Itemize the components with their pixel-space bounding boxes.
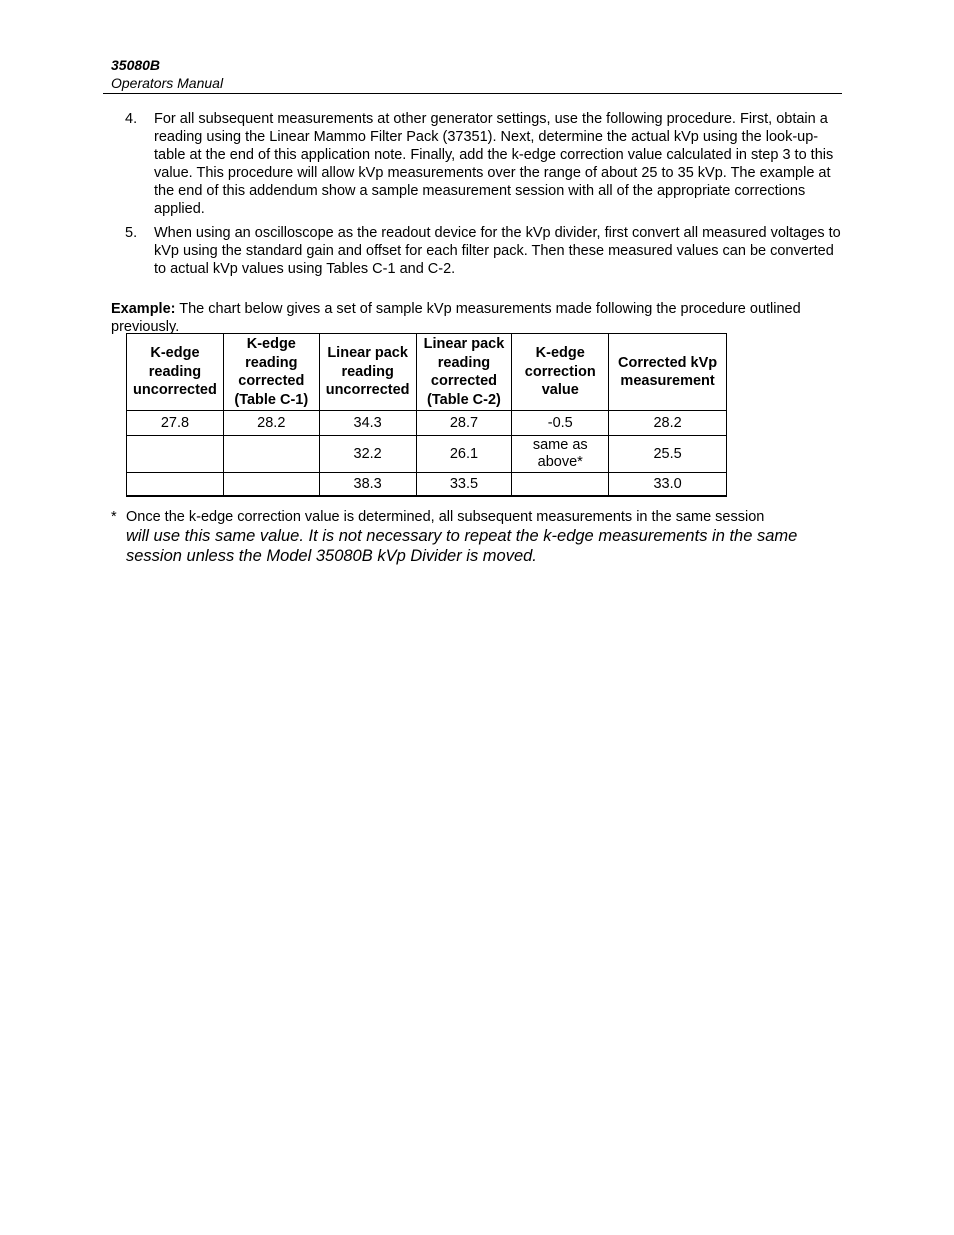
table-cell: 33.0: [609, 473, 727, 497]
footnote-continuation: will use this same value. It is not necessary to repeat the k-edge measurements in the same session unless the Model 35080B kVp Divider is moved.: [126, 527, 798, 565]
procedure-steps: [111, 110, 842, 284]
step-number: 5.: [125, 225, 138, 241]
table-cell: 28.2: [609, 411, 727, 436]
table-cell: [127, 473, 224, 497]
table-cell: [223, 473, 319, 497]
column-header: K-edge reading uncorrected: [127, 334, 224, 411]
footnote-asterisk: *: [111, 509, 117, 525]
table-cell: same as above*: [512, 436, 609, 473]
page-header: [111, 56, 842, 92]
header-model-number: 35080B: [111, 57, 161, 73]
column-header: Corrected kVp measurement: [609, 334, 727, 411]
step-text: For all subsequent measurements at other generator settings, use the following procedure. First, obtain a reading using the Linear Mammo Filter Pack (37351). Next, determine the actual kVp using the look-up-table at the end of this application note. Finally, add the k-edge correction value calculated in step 3 to this value. This procedure will allow kVp measurements over the range of about 25 to 35 kVp. The example at the end of this addendum show a sample measurement session with all of the appropriate corrections applied.: [154, 111, 834, 217]
footnote-text: [126, 508, 842, 566]
table-cell: 34.3: [319, 411, 416, 436]
example-text: The chart below gives a set of sample kVp measurements made following the procedure outlined previously.: [111, 300, 801, 335]
table-cell: [512, 473, 609, 497]
table-cell: 38.3: [319, 473, 416, 497]
step-text: When using an oscilloscope as the readout device for the kVp divider, first convert all measured voltages to kVp using the standard gain and offset for each filter pack. Then these measured values can be converted to actual kVp values using Tables C-1 and C-2.: [154, 225, 841, 277]
column-header: Linear pack reading corrected (Table C-2): [416, 334, 512, 411]
table-cell: [223, 436, 319, 473]
table-row: [127, 473, 727, 497]
table-cell: 32.2: [319, 436, 416, 473]
table-cell: 27.8: [127, 411, 224, 436]
table-cell: 26.1: [416, 436, 512, 473]
table-cell: [127, 436, 224, 473]
footnote-first-line: Once the k-edge correction value is determined, all subsequent measurements in the same session: [126, 509, 765, 525]
table-row: [127, 436, 727, 473]
table-cell: -0.5: [512, 411, 609, 436]
table-row: [127, 411, 727, 436]
column-header: K-edge reading corrected (Table C-1): [223, 334, 319, 411]
table-footnote: [111, 508, 842, 566]
table-cell: 28.7: [416, 411, 512, 436]
column-header: K-edge correction value: [512, 334, 609, 411]
table-cell: 25.5: [609, 436, 727, 473]
column-header: Linear pack reading uncorrected: [319, 334, 416, 411]
procedure-step-5: [111, 224, 842, 278]
header-manual-title: Operators Manual: [111, 75, 224, 91]
step-number: 4.: [125, 111, 138, 127]
example-label: Example:: [111, 300, 176, 317]
table-cell: 28.2: [223, 411, 319, 436]
table-cell: 33.5: [416, 473, 512, 497]
sample-measurements-table: [126, 333, 727, 497]
table-header-row: [127, 334, 727, 411]
example-paragraph: [111, 300, 842, 336]
procedure-step-4: [111, 110, 842, 218]
header-divider: [103, 93, 842, 94]
